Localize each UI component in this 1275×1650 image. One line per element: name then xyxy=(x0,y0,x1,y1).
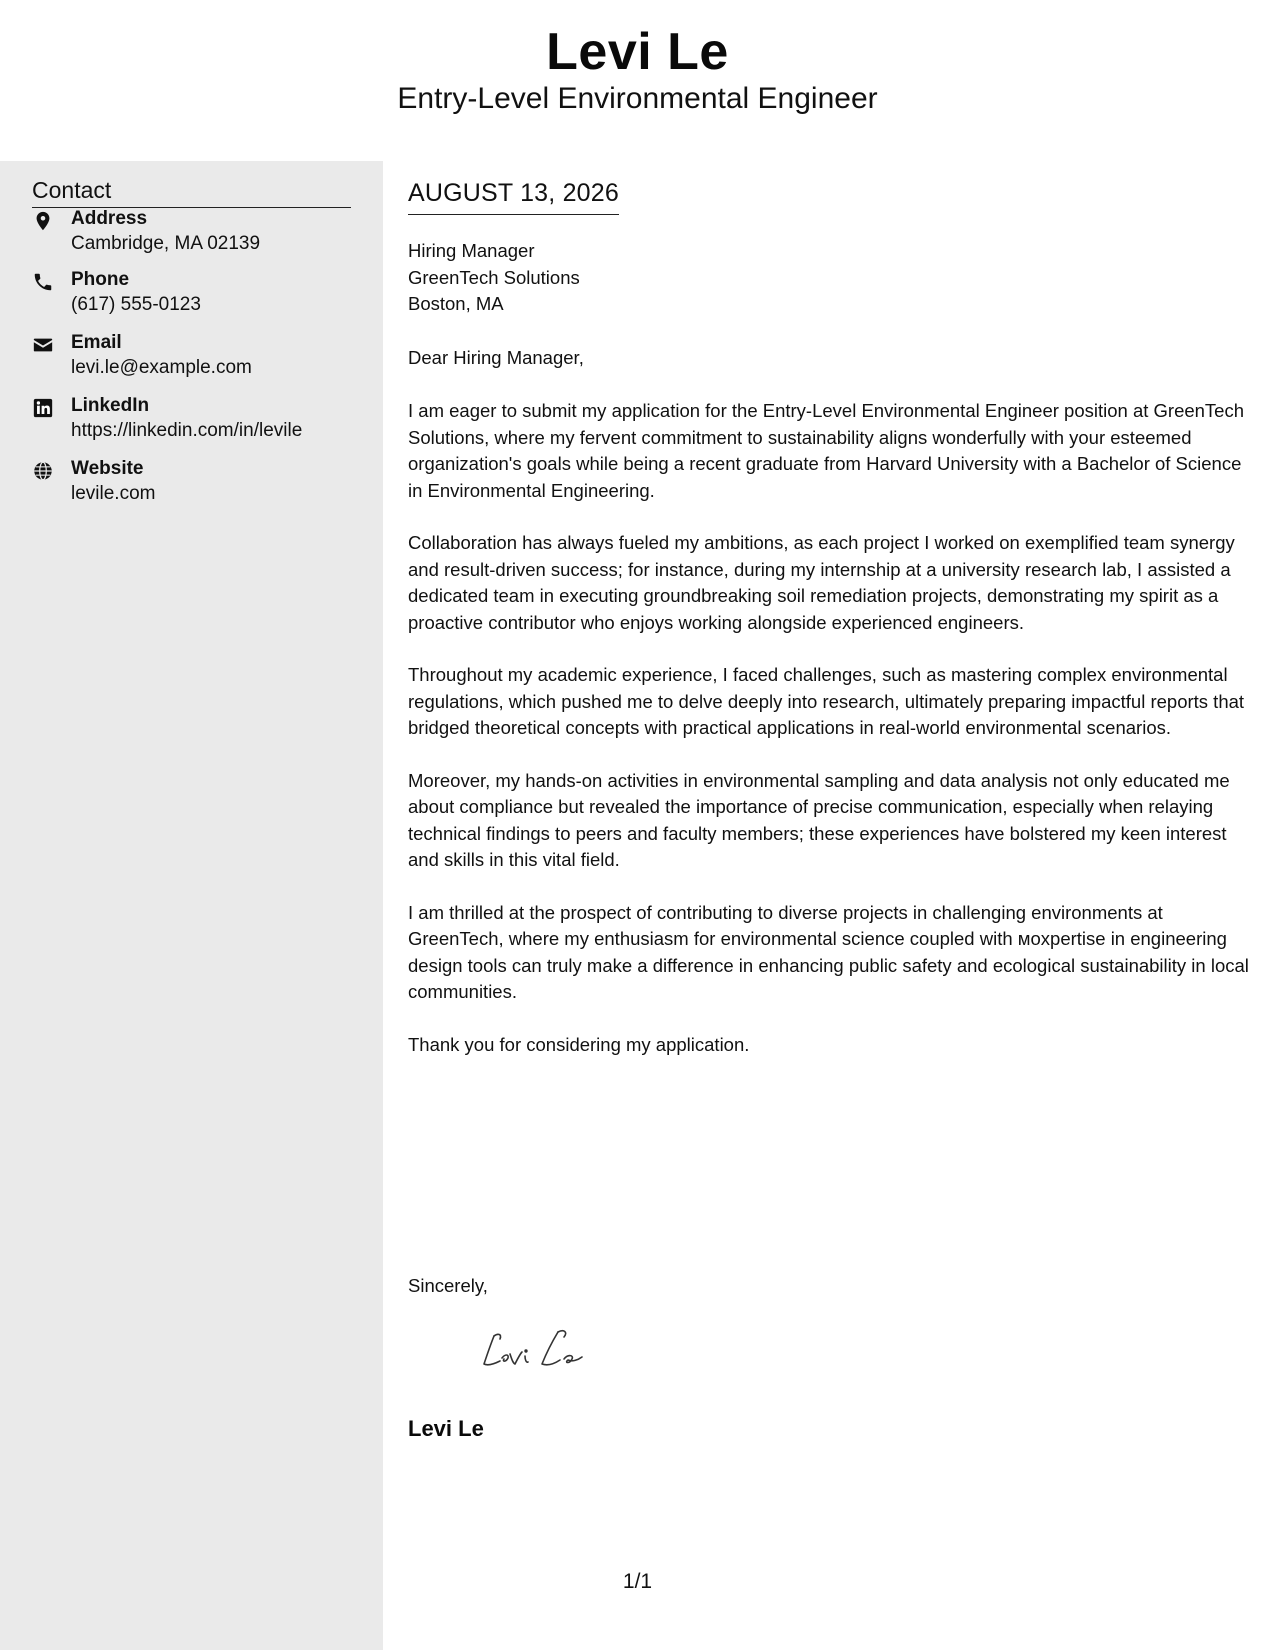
applicant-name: Levi Le xyxy=(546,23,729,81)
recipient-line: Boston, MA xyxy=(408,293,504,314)
body-paragraph: I am thrilled at the prospect of contributing to diverse projects in challenging environments at GreenTech, where my enthusiasm for environmental science coupled with мoxpertise in engineering design tools can truly make a difference in enhancing public safety and ecological sustainability in local communities. xyxy=(408,901,1249,1002)
linkedin-icon xyxy=(32,397,54,419)
contact-item-address xyxy=(32,208,372,264)
job-title: Entry-Level Environmental Engineer xyxy=(397,82,878,115)
contact-item-phone xyxy=(32,269,372,325)
contact-label: LinkedIn xyxy=(71,395,150,416)
closing: Sincerely, xyxy=(408,1275,488,1296)
header xyxy=(0,0,1275,161)
letter-paragraphs xyxy=(408,398,1253,1084)
contact-value: levile.com xyxy=(71,483,156,504)
letter-body xyxy=(408,161,1253,1650)
contact-label: Address xyxy=(71,208,148,229)
contact-value: Cambridge, MA 02139 xyxy=(71,233,261,254)
contact-heading: Contact xyxy=(32,177,351,208)
recipient-line: GreenTech Solutions xyxy=(408,266,580,288)
contact-value: levi.le@example.com xyxy=(71,357,252,378)
map-pin-icon xyxy=(32,210,54,232)
page-number: 1/1 xyxy=(622,1570,653,1593)
envelope-icon xyxy=(32,334,54,356)
phone-icon xyxy=(32,271,54,293)
contact-value: https://linkedin.com/in/levile xyxy=(71,420,303,441)
body-paragraph: Collaboration has always fueled my ambitions, as each project I worked on exemplified team synergy and result-driven success; for instance, during my internship at a university research lab, I assisted a dedicated team in executing groundbreaking soil remediation projects, demonstrating my spirit as a proactive contributor who enjoys working alongside experienced engineers. xyxy=(408,532,1235,633)
handwritten-signature xyxy=(480,1324,600,1374)
recipient-block xyxy=(408,238,580,318)
contact-value: (617) 555-0123 xyxy=(71,294,201,315)
globe-icon xyxy=(32,460,54,482)
signed-name: Levi Le xyxy=(408,1416,484,1441)
letter-date: AUGUST 13, 2026 xyxy=(408,179,619,215)
contact-item-linkedin xyxy=(32,395,372,451)
recipient-line: Hiring Manager xyxy=(408,240,535,261)
contact-item-email xyxy=(32,332,372,388)
contact-label: Phone xyxy=(71,269,130,290)
salutation: Dear Hiring Manager, xyxy=(408,347,584,368)
contact-label: Email xyxy=(71,332,122,353)
body-paragraph: Throughout my academic experience, I faced challenges, such as mastering complex environmental regulations, which pushed me to delve deeply into research, ultimately preparing impactful reports that bridged theoretical concepts with practical applications in real-world environmental scenarios. xyxy=(408,664,1245,738)
body-paragraph: Thank you for considering my application. xyxy=(408,1033,750,1055)
sidebar xyxy=(0,161,383,1650)
body-paragraph: Moreover, my hands-on activities in environmental sampling and data analysis not only educated me about compliance but revealed the importance of precise communication, especially when relaying technical findings to peers and faculty members; these experiences have bolstered my keen interest and skills in this vital field. xyxy=(408,769,1230,870)
contact-item-website xyxy=(32,458,372,514)
body-paragraph: I am eager to submit my application for the Entry-Level Environmental Engineer position at GreenTech Solutions, where my fervent commitment to sustainability aligns wonderfully with your esteemed organization's goals while being a recent graduate from Harvard University with a Bachelor of Science in Environmental Engineering. xyxy=(408,400,1245,501)
contact-label: Website xyxy=(71,458,144,479)
